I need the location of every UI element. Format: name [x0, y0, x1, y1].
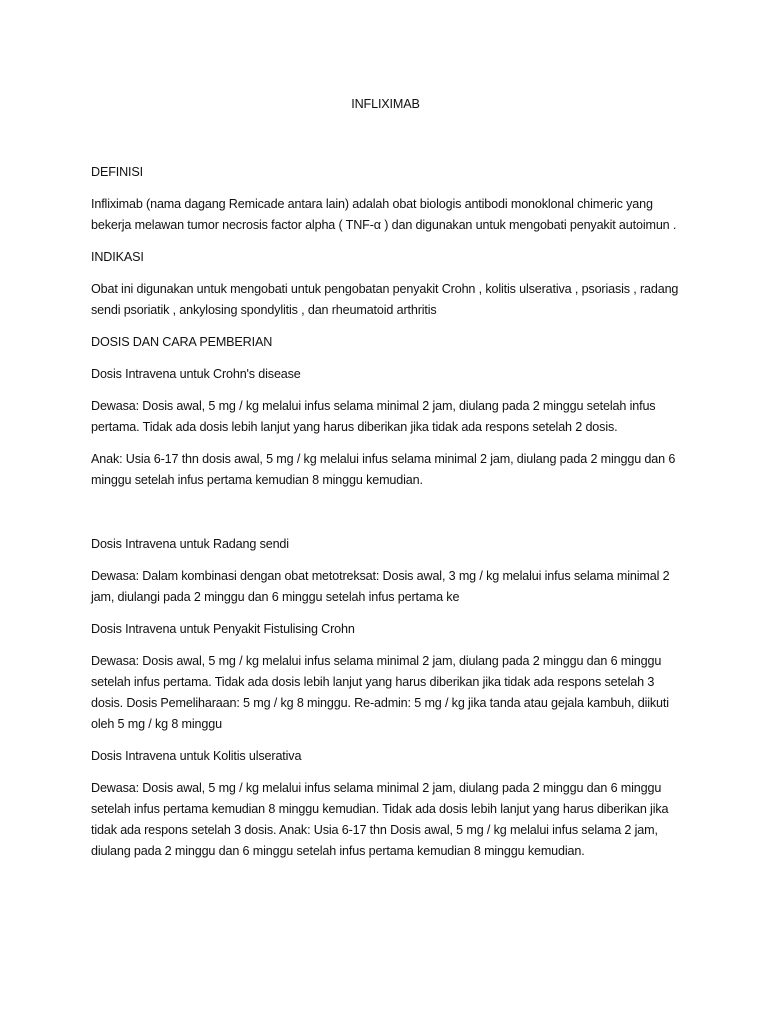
paragraph-radang-dewasa: Dewasa: Dalam kombinasi dengan obat metotreksat: Dosis awal, 3 mg / kg melalui infus selama minimal 2 jam, diulangi pada 2 minggu dan 6 minggu setelah infus pertama ke: [91, 569, 670, 604]
paragraph-crohn-anak: Anak: Usia 6-17 thn dosis awal, 5 mg / kg melalui infus selama minimal 2 jam, diulang pada 2 minggu dan 6 minggu setelah infus pertama kemudian 8 minggu kemudian.: [91, 452, 676, 487]
heading-kolitis: Dosis Intravena untuk Kolitis ulserativa: [91, 749, 302, 763]
document-title: INFLIXIMAB: [351, 97, 420, 111]
heading-dosis: DOSIS DAN CARA PEMBERIAN: [91, 335, 273, 349]
heading-definisi: DEFINISI: [91, 165, 143, 179]
paragraph-fistulising-dewasa: Dewasa: Dosis awal, 5 mg / kg melalui infus selama minimal 2 jam, diulang pada 2 minggu dan 6 minggu setelah infus pertama. Tidak ada dosis lebih lanjut yang harus diberikan jika tidak ada respons setelah 3 dosis. Dosis Pemeliharaan: 5 mg / kg 8 minggu. Re-admin: 5 mg / kg jika tanda atau gejala kambuh, diikuti oleh 5 mg / kg 8 minggu: [91, 654, 669, 731]
paragraph-definisi: Infliximab (nama dagang Remicade antara lain) adalah obat biologis antibodi monoklonal chimeric yang bekerja melawan tumor necrosis factor alpha ( TNF-α ) dan digunakan untuk mengobati penyakit autoimun .: [91, 197, 677, 232]
heading-crohn: Dosis Intravena untuk Crohn's disease: [91, 367, 301, 381]
heading-fistulising-crohn: Dosis Intravena untuk Penyakit Fistulising Crohn: [91, 622, 355, 636]
paragraph-kolitis-dewasa: Dewasa: Dosis awal, 5 mg / kg melalui infus selama minimal 2 jam, diulang pada 2 minggu dan 6 minggu setelah infus pertama kemudian 8 minggu kemudian. Tidak ada dosis lebih lanjut yang harus diberikan jika tidak ada respons setelah 3 dosis. Anak: Usia 6-17 thn Dosis awal, 5 mg / kg melalui infus selama 2 jam, diulang pada 2 minggu dan 6 minggu setelah infus pertama kemudian 8 minggu kemudian.: [91, 781, 669, 858]
paragraph-crohn-dewasa: Dewasa: Dosis awal, 5 mg / kg melalui infus selama minimal 2 jam, diulang pada 2 minggu setelah infus pertama. Tidak ada dosis lebih lanjut yang harus diberikan jika tidak ada respons setelah 2 dosis.: [91, 399, 656, 434]
spacer: [91, 502, 680, 534]
heading-indikasi: INDIKASI: [91, 250, 144, 264]
heading-radang-sendi: Dosis Intravena untuk Radang sendi: [91, 537, 289, 551]
paragraph-indikasi: Obat ini digunakan untuk mengobati untuk pengobatan penyakit Crohn , kolitis ulserativa , psoriasis , radang sendi psoriatik , ankylosing spondylitis , dan rheumatoid arthritis: [91, 282, 679, 317]
